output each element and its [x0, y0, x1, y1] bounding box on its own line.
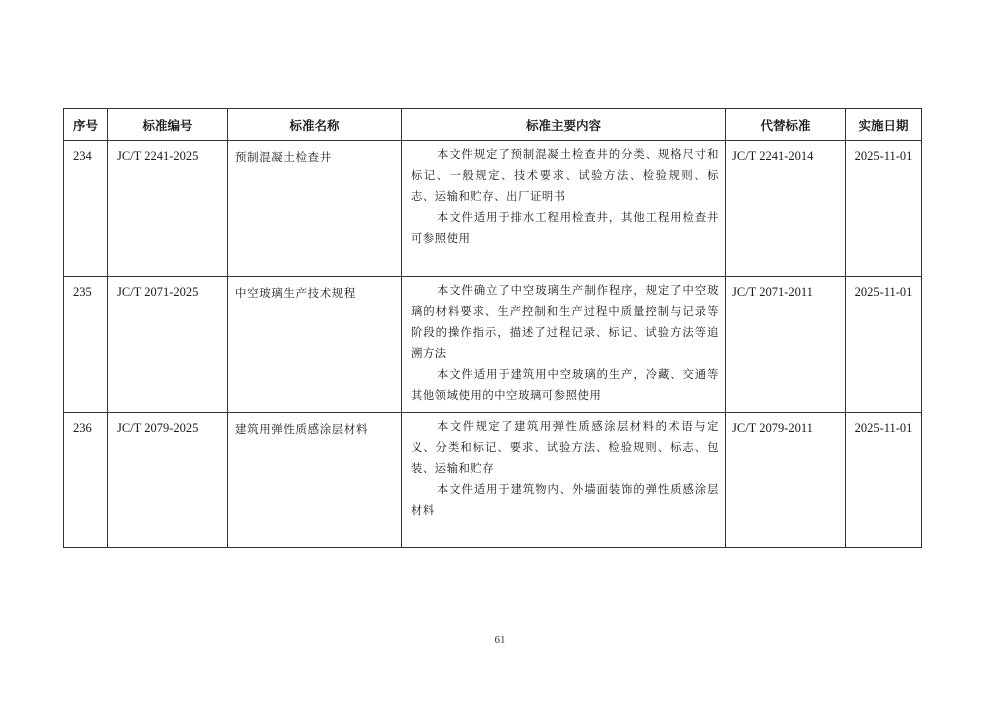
row-standard-name: 中空玻璃生产技术规程	[228, 277, 402, 413]
row-standard-code: JC/T 2071-2025	[108, 277, 228, 413]
row-standard-code: JC/T 2079-2025	[108, 413, 228, 548]
row-effective-date: 2025-11-01	[846, 413, 922, 548]
row-main-content	[402, 141, 726, 277]
table-header-row	[64, 109, 922, 141]
header-main-content: 标准主要内容	[402, 109, 726, 141]
standards-table	[63, 108, 922, 548]
header-replaced-standard: 代替标准	[726, 109, 846, 141]
row-replaced-standard: JC/T 2241-2014	[726, 141, 846, 277]
content-paragraph: 本文件适用于排水工程用检查井，其他工程用检查井可参照使用	[411, 211, 719, 245]
row-effective-date: 2025-11-01	[846, 141, 922, 277]
table-row	[64, 141, 922, 277]
content-paragraph: 本文件适用于建筑用中空玻璃的生产，冷藏、交通等其他领域使用的中空玻璃可参照使用	[411, 368, 719, 402]
header-effective-date: 实施日期	[846, 109, 922, 141]
content-paragraph: 本文件适用于建筑物内、外墙面装饰的弹性质感涂层材料	[411, 483, 719, 517]
row-main-content	[402, 277, 726, 413]
row-replaced-standard: JC/T 2079-2011	[726, 413, 846, 548]
row-standard-name: 预制混凝土检查井	[228, 141, 402, 277]
header-standard-name: 标准名称	[228, 109, 402, 141]
content-paragraph: 本文件规定了建筑用弹性质感涂层材料的术语与定义、分类和标记、要求、试验方法、检验规则、标志、包装、运输和贮存	[411, 420, 719, 475]
row-replaced-standard: JC/T 2071-2011	[726, 277, 846, 413]
row-serial-number: 234	[64, 141, 108, 277]
content-paragraph: 本文件规定了预制混凝土检查井的分类、规格尺寸和标记、一般规定、技术要求、试验方法、检验规则、标志、运输和贮存、出厂证明书	[411, 148, 719, 203]
table-row	[64, 413, 922, 548]
table-row	[64, 277, 922, 413]
row-serial-number: 235	[64, 277, 108, 413]
row-standard-name: 建筑用弹性质感涂层材料	[228, 413, 402, 548]
content-paragraph: 本文件确立了中空玻璃生产制作程序，规定了中空玻璃的材料要求、生产控制和生产过程中质量控制与记录等阶段的操作指示，描述了过程记录、标记、试验方法等追溯方法	[411, 284, 719, 360]
header-standard-code: 标准编号	[108, 109, 228, 141]
row-standard-code: JC/T 2241-2025	[108, 141, 228, 277]
row-main-content	[402, 413, 726, 548]
row-serial-number: 236	[64, 413, 108, 548]
page-number: 61	[494, 634, 506, 646]
row-effective-date: 2025-11-01	[846, 277, 922, 413]
header-serial-number: 序号	[64, 109, 108, 141]
